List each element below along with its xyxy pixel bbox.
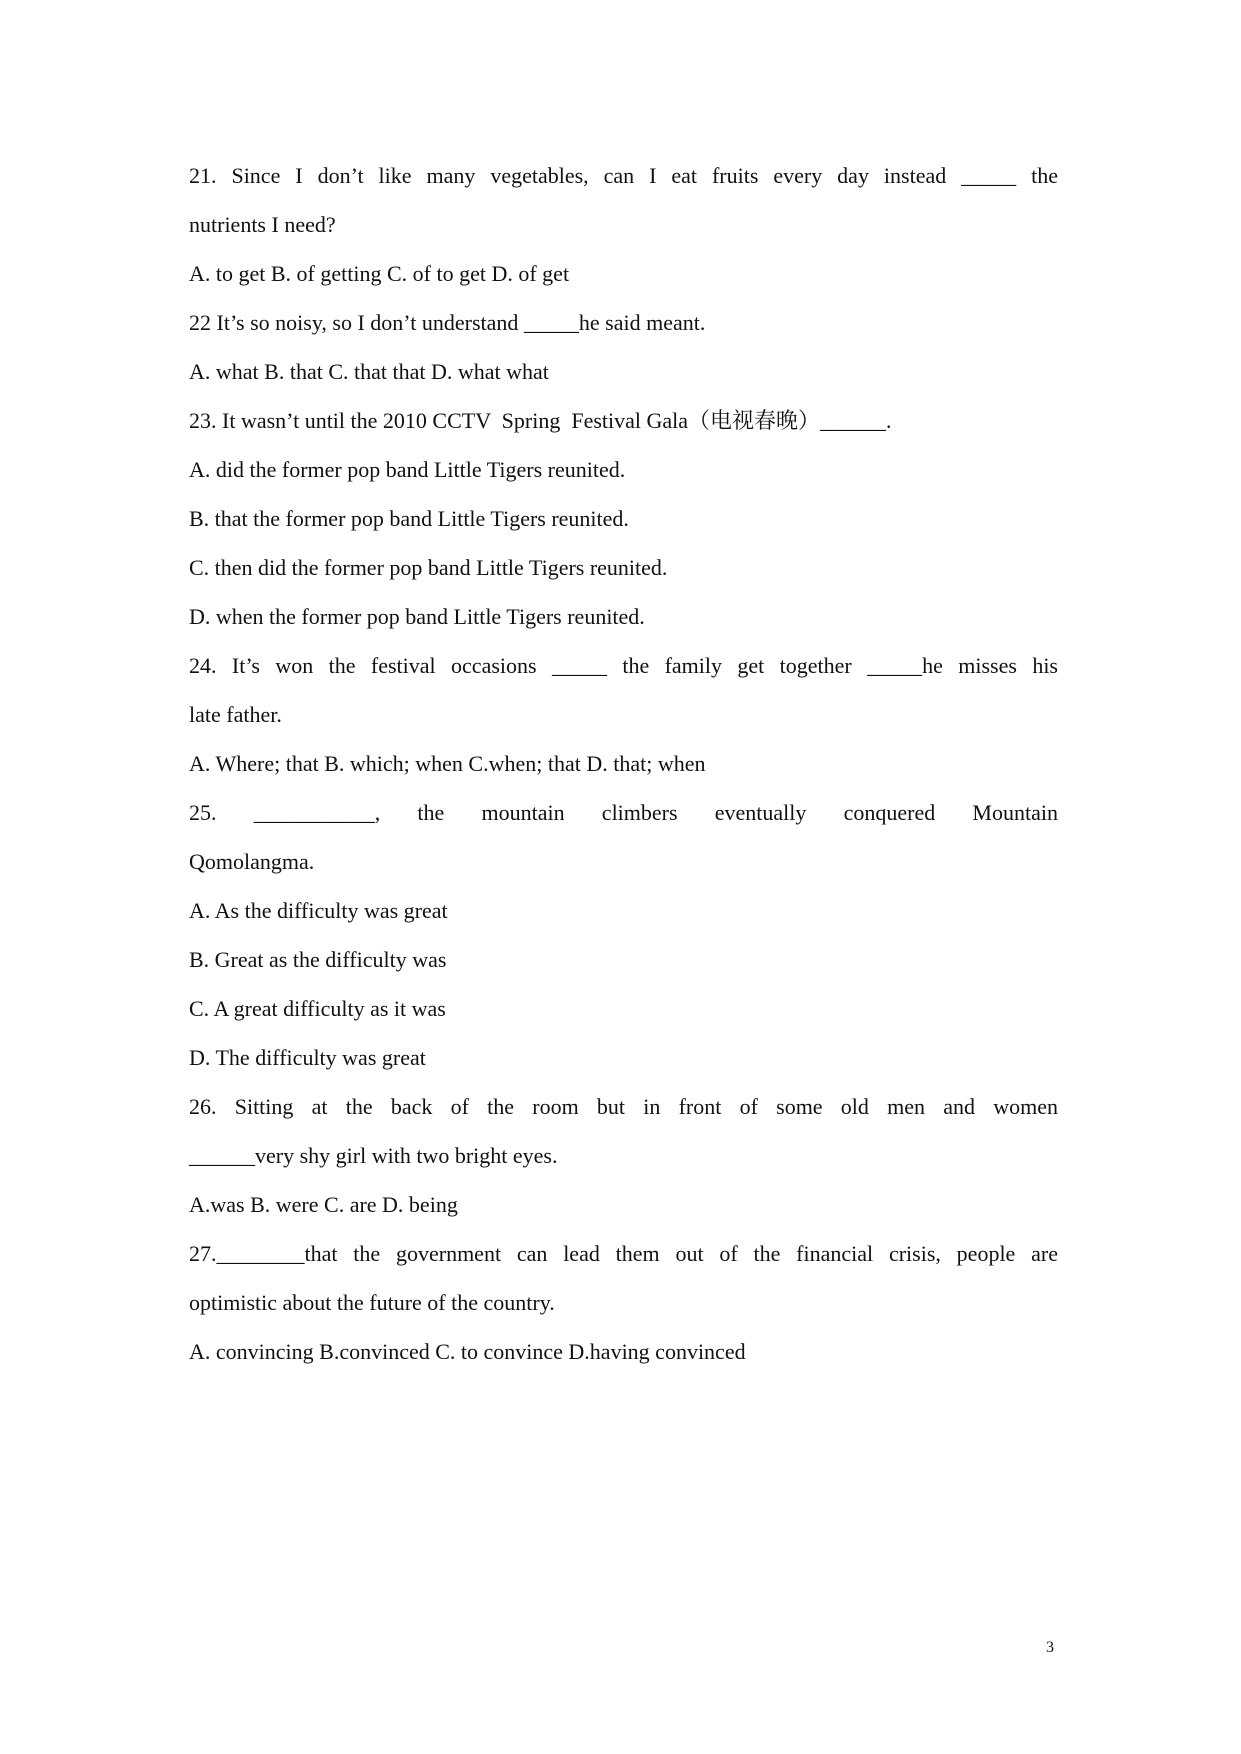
question-26 xyxy=(189,1082,1058,1229)
question-list xyxy=(189,151,1058,1376)
option-b: B. that the former pop band Little Tigers reunited. xyxy=(189,506,629,531)
question-stem: late father. xyxy=(189,702,282,727)
page-number: 3 xyxy=(1046,1639,1054,1656)
question-stem: 26. Sitting at the back of the room but in front of some old men and women xyxy=(189,1094,1058,1119)
question-stem: 24. It’s won the festival occasions _____ the family get together _____he misses his xyxy=(189,653,1058,678)
question-stem: ______very shy girl with two bright eyes. xyxy=(189,1143,558,1168)
question-25 xyxy=(189,788,1058,1082)
question-stem: 25. ___________, the mountain climbers eventually conquered Mountain xyxy=(189,800,1058,825)
question-stem: 23. It wasn’t until the 2010 CCTV Spring Festival Gala（电视春晚）______. xyxy=(189,408,892,433)
option-d: D. when the former pop band Little Tigers reunited. xyxy=(189,604,645,629)
question-stem: 27.________that the government can lead them out of the financial crisis, people are xyxy=(189,1241,1058,1266)
question-22 xyxy=(189,298,1058,396)
option-c: C. A great difficulty as it was xyxy=(189,996,446,1021)
option-b: B. Great as the difficulty was xyxy=(189,947,447,972)
option-line: A. what B. that C. that that D. what what xyxy=(189,359,549,384)
question-stem: 22 It’s so noisy, so I don’t understand _____he said meant. xyxy=(189,310,706,335)
option-d: D. The difficulty was great xyxy=(189,1045,426,1070)
question-23 xyxy=(189,396,1058,641)
option-line: A. convincing B.convinced C. to convince D.having convinced xyxy=(189,1339,746,1364)
option-c: C. then did the former pop band Little Tigers reunited. xyxy=(189,555,668,580)
question-24 xyxy=(189,641,1058,788)
question-21 xyxy=(189,151,1058,298)
option-a: A. As the difficulty was great xyxy=(189,898,448,923)
question-27 xyxy=(189,1229,1058,1376)
question-stem: nutrients I need? xyxy=(189,212,336,237)
option-line: A. to get B. of getting C. of to get D. of get xyxy=(189,261,570,286)
question-stem: optimistic about the future of the country. xyxy=(189,1290,555,1315)
option-line: A.was B. were C. are D. being xyxy=(189,1192,458,1217)
question-stem: 21. Since I don’t like many vegetables, can I eat fruits every day instead _____ the xyxy=(189,163,1058,188)
option-a: A. did the former pop band Little Tigers reunited. xyxy=(189,457,626,482)
question-stem: Qomolangma. xyxy=(189,849,315,874)
option-line: A. Where; that B. which; when C.when; that D. that; when xyxy=(189,751,706,776)
